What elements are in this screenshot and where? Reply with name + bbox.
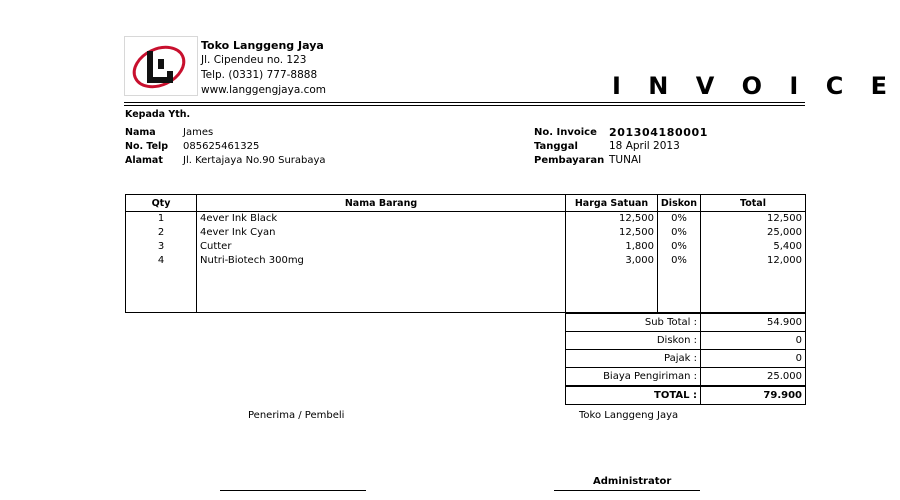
empty-cell	[197, 268, 566, 313]
cell-item: Cutter	[197, 240, 566, 254]
customer-address: Jl. Kertajaya No.90 Surabaya	[183, 155, 326, 166]
cell-discount: 0%	[658, 254, 701, 268]
table-row	[126, 254, 806, 268]
empty-cell	[126, 268, 197, 313]
column-header-total: Total	[701, 195, 806, 212]
cell-total: 12,500	[701, 212, 806, 227]
empty-cell	[566, 268, 658, 313]
empty-cell	[658, 268, 701, 313]
column-header-qty: Qty	[126, 195, 197, 212]
buyer-signature-line	[220, 490, 366, 491]
subtotal-value: 54.900	[701, 314, 806, 332]
cell-item: 4ever Ink Cyan	[197, 226, 566, 240]
grand-total-row	[566, 386, 806, 405]
company-info	[201, 38, 326, 98]
column-header-item: Nama Barang	[197, 195, 566, 212]
cell-discount: 0%	[658, 226, 701, 240]
header-divider	[124, 102, 805, 103]
subtotal-row	[566, 314, 806, 332]
customer-address-label: Alamat	[125, 155, 163, 166]
customer-name-label: Nama	[125, 127, 156, 138]
discount-label: Diskon :	[566, 332, 701, 350]
company-phone: Telp. (0331) 777-8888	[201, 69, 318, 81]
cell-price: 3,000	[566, 254, 658, 268]
payment-label: Pembayaran	[534, 155, 605, 166]
header-divider-second	[124, 105, 805, 106]
invoice-number: 201304180001	[609, 126, 709, 139]
customer-phone-label: No. Telp	[125, 141, 169, 152]
company-logo	[124, 36, 198, 96]
discount-value: 0	[701, 332, 806, 350]
tax-row	[566, 350, 806, 368]
company-name: Toko Langgeng Jaya	[201, 39, 324, 52]
table-row	[126, 240, 806, 254]
invoice-title: I N V O I C E	[612, 72, 897, 100]
table-row	[126, 212, 806, 227]
cell-item: 4ever Ink Black	[197, 212, 566, 227]
customer-name: James	[183, 127, 214, 138]
invoice-date-label: Tanggal	[534, 141, 578, 152]
company-website: www.langgengjaya.com	[201, 84, 327, 96]
seller-signature-label: Toko Langgeng Jaya	[579, 410, 679, 421]
invoice-number-label: No. Invoice	[534, 127, 597, 138]
table-header-row	[126, 195, 806, 212]
cell-price: 12,500	[566, 226, 658, 240]
cell-price: 1,800	[566, 240, 658, 254]
recipient-heading: Kepada Yth.	[125, 109, 191, 120]
payment-method: TUNAI	[609, 154, 642, 166]
subtotal-label: Sub Total :	[566, 314, 701, 332]
empty-cell	[701, 268, 806, 313]
cell-qty: 3	[126, 240, 197, 254]
cell-discount: 0%	[658, 212, 701, 227]
column-header-price: Harga Satuan	[566, 195, 658, 212]
company-address: Jl. Cipendeu no. 123	[201, 54, 307, 66]
cell-total: 5,400	[701, 240, 806, 254]
cell-qty: 4	[126, 254, 197, 268]
totals-table	[565, 313, 806, 405]
grand-total-label: TOTAL :	[566, 386, 701, 405]
buyer-signature-label: Penerima / Pembeli	[248, 410, 345, 421]
tax-value: 0	[701, 350, 806, 368]
invoice-date: 18 April 2013	[609, 140, 680, 152]
table-row	[126, 226, 806, 240]
cell-qty: 2	[126, 226, 197, 240]
discount-row	[566, 332, 806, 350]
tax-label: Pajak :	[566, 350, 701, 368]
shipping-row	[566, 368, 806, 387]
seller-role: Administrator	[593, 476, 672, 487]
items-table	[125, 194, 806, 313]
column-header-discount: Diskon	[658, 195, 701, 212]
cell-price: 12,500	[566, 212, 658, 227]
cell-qty: 1	[126, 212, 197, 227]
table-empty-row	[126, 268, 806, 313]
grand-total-value: 79.900	[701, 386, 806, 405]
customer-phone: 085625461325	[183, 141, 260, 152]
shipping-label: Biaya Pengiriman :	[566, 368, 701, 387]
shipping-value: 25.000	[701, 368, 806, 387]
cell-total: 25,000	[701, 226, 806, 240]
cell-total: 12,000	[701, 254, 806, 268]
seller-signature-line	[554, 490, 700, 491]
cell-discount: 0%	[658, 240, 701, 254]
cell-item: Nutri-Biotech 300mg	[197, 254, 566, 268]
